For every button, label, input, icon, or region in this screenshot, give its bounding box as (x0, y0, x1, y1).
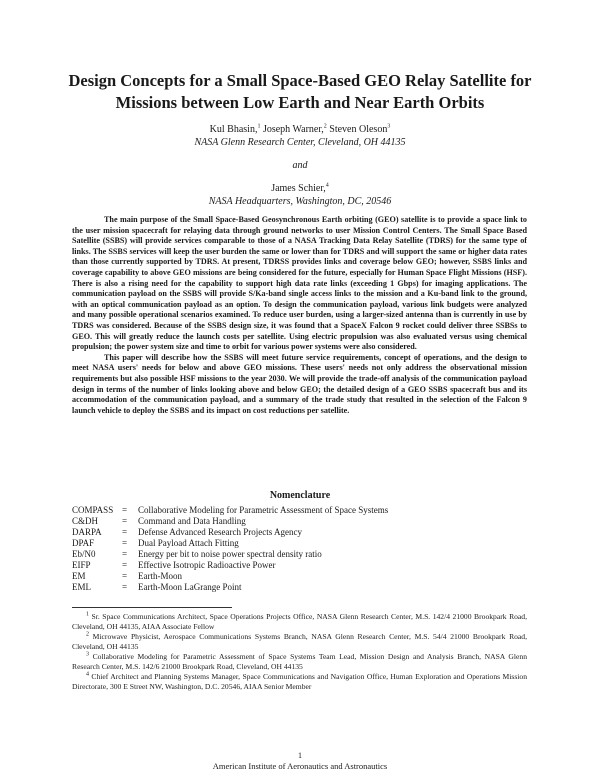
equals-sign: = (122, 582, 128, 592)
nomenclature-def: Command and Data Handling (138, 516, 246, 526)
page-number: 1 (298, 751, 302, 760)
affiliation-1: NASA Glenn Research Center, Cleveland, OH 44135 (194, 137, 406, 148)
equals-sign: = (122, 516, 128, 526)
author-sup: 1 (257, 123, 261, 130)
title-line-1: Design Concepts for a Small Space-Based GEO Relay Satellite for (68, 71, 532, 90)
nomenclature-row (72, 560, 388, 571)
abstract (72, 215, 527, 416)
author-name: Steven Oleson (326, 124, 388, 135)
nomenclature-abbr: DPAF (72, 538, 95, 548)
footnote-number: 4 (86, 671, 89, 678)
nomenclature-row (72, 527, 388, 538)
nomenclature-row (72, 571, 388, 582)
equals-sign: = (122, 505, 128, 515)
nomenclature-def: Defense Advanced Research Projects Agency (138, 527, 302, 537)
footnote-text: Sr. Space Communications Architect, Space Operations Projects Office, NASA Glenn Research Center, M.S. 142/4 21000 Brookpark Road, Cleveland, OH 44135, AIAA Associate Fellow (72, 612, 527, 631)
affiliation-2: NASA Headquarters, Washington, DC, 20546 (208, 196, 392, 207)
nomenclature-row (72, 582, 388, 593)
nomenclature-abbr: C&DH (72, 516, 99, 526)
equals-sign: = (122, 560, 128, 570)
nomenclature-row (72, 505, 388, 516)
title-line-2: Missions between Low Earth and Near Earth Orbits (115, 93, 485, 112)
author-sup: 2 (323, 123, 327, 130)
footnote-number: 3 (86, 651, 89, 658)
nomenclature-def: Dual Payload Attach Fitting (138, 538, 239, 548)
nomenclature-abbr: DARPA (72, 527, 102, 537)
author-name: James Schier, (271, 183, 326, 194)
nomenclature-def: Energy per bit to noise power spectral density ratio (138, 549, 322, 559)
nomenclature-def: Earth-Moon LaGrange Point (138, 582, 242, 592)
and-separator: and (292, 160, 308, 171)
footnote (72, 652, 527, 672)
nomenclature-heading: Nomenclature (269, 490, 331, 501)
footnote-text: Chief Architect and Planning Systems Manager, Space Communications and Navigation Office, Human Exploration and Operations Mission Directorate, 300 E Street NW, Washington, D.C. 20546, AIAA Senior Member (72, 672, 527, 691)
nomenclature-abbr: EM (72, 571, 86, 581)
footnote-number: 1 (86, 611, 89, 618)
footnote-text: Collaborative Modeling for Parametric Assessment of Space Systems Team Lead, Mission Design and Analysis Branch, NASA Glenn Research Center, M.S. 142/6 21000 Brookpark Road, Cleveland, OH 44135 (72, 652, 527, 671)
nomenclature-abbr: EIFP (72, 560, 91, 570)
nomenclature-def: Effective Isotropic Radioactive Power (138, 560, 276, 570)
author-sup: 3 (387, 123, 391, 130)
equals-sign: = (122, 538, 128, 548)
equals-sign: = (122, 571, 128, 581)
nomenclature-row (72, 516, 388, 527)
nomenclature-list (72, 505, 388, 593)
abstract-paragraph-2: This paper will describe how the SSBS will meet future service requirements, concept of operations, and the design to meet NASA users' needs for below and above GEO missions. These users' needs not only address the observational mission requirements but also possible HSF missions to the year 2030. We will provide the trade-off analysis of the communication payload design in terms of the number of links looking above and below GEO; the detailed design of a GEO SSBS spacecraft bus and its accommodation of the communication payload, and a summary of the trade study that resulted in the selection of the Falcon 9 launch vehicle to deploy the SSBS and its impact on cost reductions per satellite. (72, 352, 527, 415)
abstract-paragraph-1: The main purpose of the Small Space-Based Geosynchronous Earth orbiting (GEO) satellite is to provide a space link to the user mission spacecraft for relaying data through ground networks to user Mission Control Centers. The Small Space Based Satellite (SSBS) will provide services comparable to those of a NASA Tracking Data Relay Satellite (TDRS) for the same type of links. The SSBS services will keep the user burden the same or lower than for TDRS and will support the same or higher data rates than those currently supported by TDRS. At present, TDRSS provides links and coverage below GEO; however, SSBS links and coverage capability to above GEO missions are being considered for the future, especially for Human Space Flight Missions (HSF). There is also a rising need for the capability to support high data rate links (exceeding 1 Gbps) for imaging applications. The communication payload on the SSBS will provide S/Ka-band single access links to the mission and a Ku-band link to the ground, with an optical communication payload as an option. To design the communication payload, various link budgets were analyzed and many possible operational scenarios examined. To reduce user burden, using a larger-sized antenna than is currently in use by TDRS was considered. Because of the SSBS design size, it was found that a SpaceX Falcon 9 rocket could deliver three SSBSs to GEO. This will greatly reduce the launch costs per satellite. Using electric propulsion was also evaluated versus using chemical propulsion; the power system size and time to orbit for various power systems were also considered. (72, 215, 527, 352)
footnote (72, 632, 527, 652)
author-name: Joseph Warner, (260, 124, 324, 135)
footnote-divider (72, 607, 232, 608)
nomenclature-abbr: Eb/N0 (72, 549, 96, 559)
nomenclature-def: Collaborative Modeling for Parametric Assessment of Space Systems (138, 505, 389, 515)
author-sup: 4 (325, 182, 329, 189)
author-line-1 (60, 123, 540, 136)
nomenclature-row (72, 549, 388, 560)
page-footer: American Institute of Aeronautics and Astronautics (212, 761, 388, 771)
equals-sign: = (122, 549, 128, 559)
author-name: Kul Bhasin, (209, 124, 258, 135)
footnote (72, 672, 527, 692)
footnote (72, 612, 527, 632)
footnote-number: 2 (86, 631, 89, 638)
equals-sign: = (122, 527, 128, 537)
author-line-2 (60, 182, 540, 195)
nomenclature-abbr: COMPASS (72, 505, 114, 515)
footnote-text: Microwave Physicist, Aerospace Communications Systems Branch, NASA Glenn Research Center, M.S. 54/4 21000 Brookpark Road, Cleveland, OH 44135 (72, 632, 527, 651)
nomenclature-abbr: EML (72, 582, 91, 592)
nomenclature-def: Earth-Moon (138, 571, 182, 581)
nomenclature-row (72, 538, 388, 549)
paper-title (60, 70, 540, 114)
footnotes (72, 612, 527, 692)
